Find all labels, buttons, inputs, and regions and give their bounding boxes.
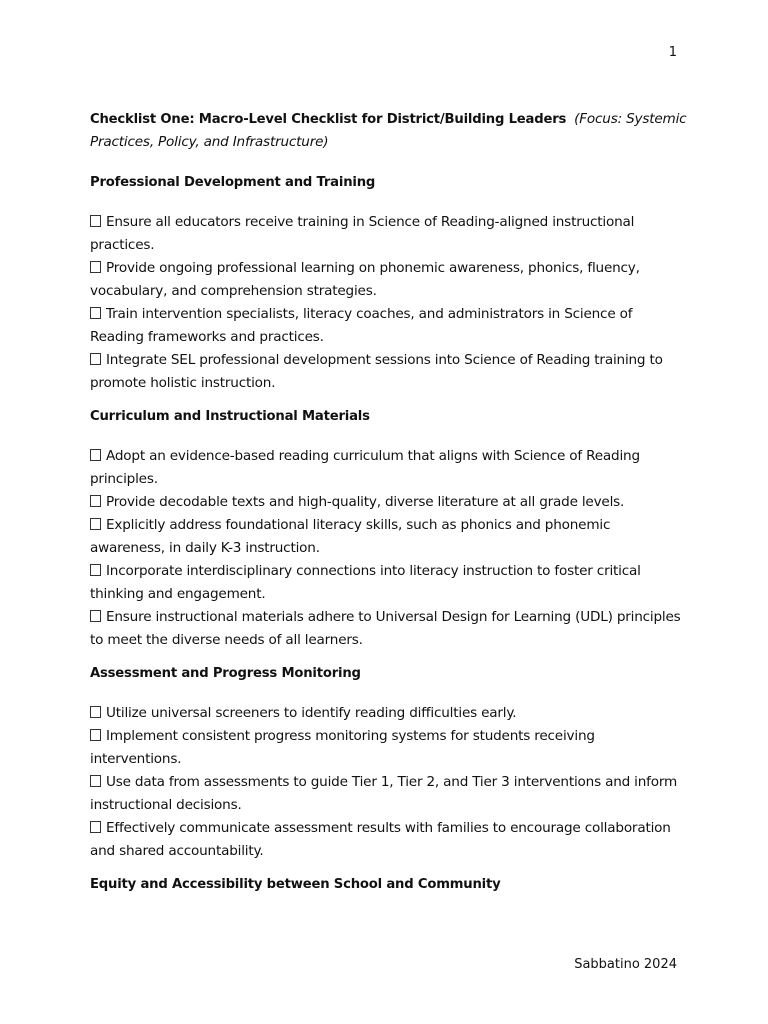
checklist-item bbox=[90, 257, 688, 303]
section-heading: Equity and Accessibility between School and Community bbox=[90, 877, 501, 892]
section-assessment bbox=[90, 664, 688, 863]
checklist-item bbox=[90, 725, 688, 771]
checkbox[interactable] bbox=[90, 353, 101, 365]
checklist-item-text: Adopt an evidence-based reading curriculum that aligns with Science of Reading principles. bbox=[90, 448, 640, 487]
checkbox[interactable] bbox=[90, 307, 101, 319]
checklist-item-text: Integrate SEL professional development sessions into Science of Reading training to promote holistic instruction. bbox=[90, 352, 663, 391]
checklist-focus: (Focus: Systemic Practices, Policy, and Infrastructure) bbox=[90, 111, 687, 150]
checklist-item-text: Provide decodable texts and high-quality, diverse literature at all grade levels. bbox=[106, 494, 625, 510]
checklist-item-text: Effectively communicate assessment results with families to encourage collaboration and shared accountability. bbox=[90, 820, 671, 859]
checklist bbox=[90, 702, 688, 863]
checklist-item bbox=[90, 211, 688, 257]
checklist-item bbox=[90, 702, 688, 725]
checklist-item bbox=[90, 560, 688, 606]
section-heading: Assessment and Progress Monitoring bbox=[90, 666, 361, 681]
checkbox[interactable] bbox=[90, 564, 101, 576]
checklist-item-text: Train intervention specialists, literacy coaches, and administrators in Science of Reading frameworks and practices. bbox=[90, 306, 633, 345]
checklist-item-text: Incorporate interdisciplinary connections into literacy instruction to foster critical thinking and engagement. bbox=[90, 563, 641, 602]
checklist-item-text: Implement consistent progress monitoring systems for students receiving interventions. bbox=[90, 728, 595, 767]
checklist-item bbox=[90, 514, 688, 560]
checkbox[interactable] bbox=[90, 449, 101, 461]
checkbox[interactable] bbox=[90, 518, 101, 530]
document-title bbox=[90, 108, 688, 153]
checklist-item bbox=[90, 771, 688, 817]
checklist-item-text: Ensure all educators receive training in Science of Reading-aligned instructional practices. bbox=[90, 214, 635, 253]
checklist-item-text: Utilize universal screeners to identify reading difficulties early. bbox=[106, 705, 517, 721]
section-equity bbox=[90, 875, 688, 895]
checklist-title: Checklist One: Macro-Level Checklist for District/Building Leaders bbox=[90, 112, 567, 127]
section-heading: Curriculum and Instructional Materials bbox=[90, 409, 370, 424]
checklist-item-text: Ensure instructional materials adhere to Universal Design for Learning (UDL) principles to meet the diverse needs of all learners. bbox=[90, 609, 681, 648]
checklist-item-text: Explicitly address foundational literacy skills, such as phonics and phonemic awareness, in daily K-3 instruction. bbox=[90, 517, 611, 556]
checklist-item bbox=[90, 606, 688, 652]
checklist-item bbox=[90, 349, 688, 395]
checkbox[interactable] bbox=[90, 775, 101, 787]
checklist-item bbox=[90, 303, 688, 349]
checklist-item-text: Provide ongoing professional learning on phonemic awareness, phonics, fluency, vocabulary, and comprehension strategies. bbox=[90, 260, 640, 299]
page-number: 1 bbox=[668, 45, 677, 60]
checklist-item-text: Use data from assessments to guide Tier 1, Tier 2, and Tier 3 interventions and inform instructional decisions. bbox=[90, 774, 678, 813]
checkbox[interactable] bbox=[90, 706, 101, 718]
checklist bbox=[90, 445, 688, 652]
checkbox[interactable] bbox=[90, 215, 101, 227]
footer-author: Sabbatino 2024 bbox=[574, 957, 677, 972]
section-professional-development bbox=[90, 173, 688, 395]
checkbox[interactable] bbox=[90, 261, 101, 273]
checkbox[interactable] bbox=[90, 821, 101, 833]
checklist-item bbox=[90, 491, 688, 514]
section-heading: Professional Development and Training bbox=[90, 175, 376, 190]
section-curriculum bbox=[90, 407, 688, 652]
checkbox[interactable] bbox=[90, 729, 101, 741]
checklist-item bbox=[90, 445, 688, 491]
checklist bbox=[90, 211, 688, 395]
checkbox[interactable] bbox=[90, 495, 101, 507]
checkbox[interactable] bbox=[90, 610, 101, 622]
document-body bbox=[90, 108, 688, 913]
checklist-item bbox=[90, 817, 688, 863]
